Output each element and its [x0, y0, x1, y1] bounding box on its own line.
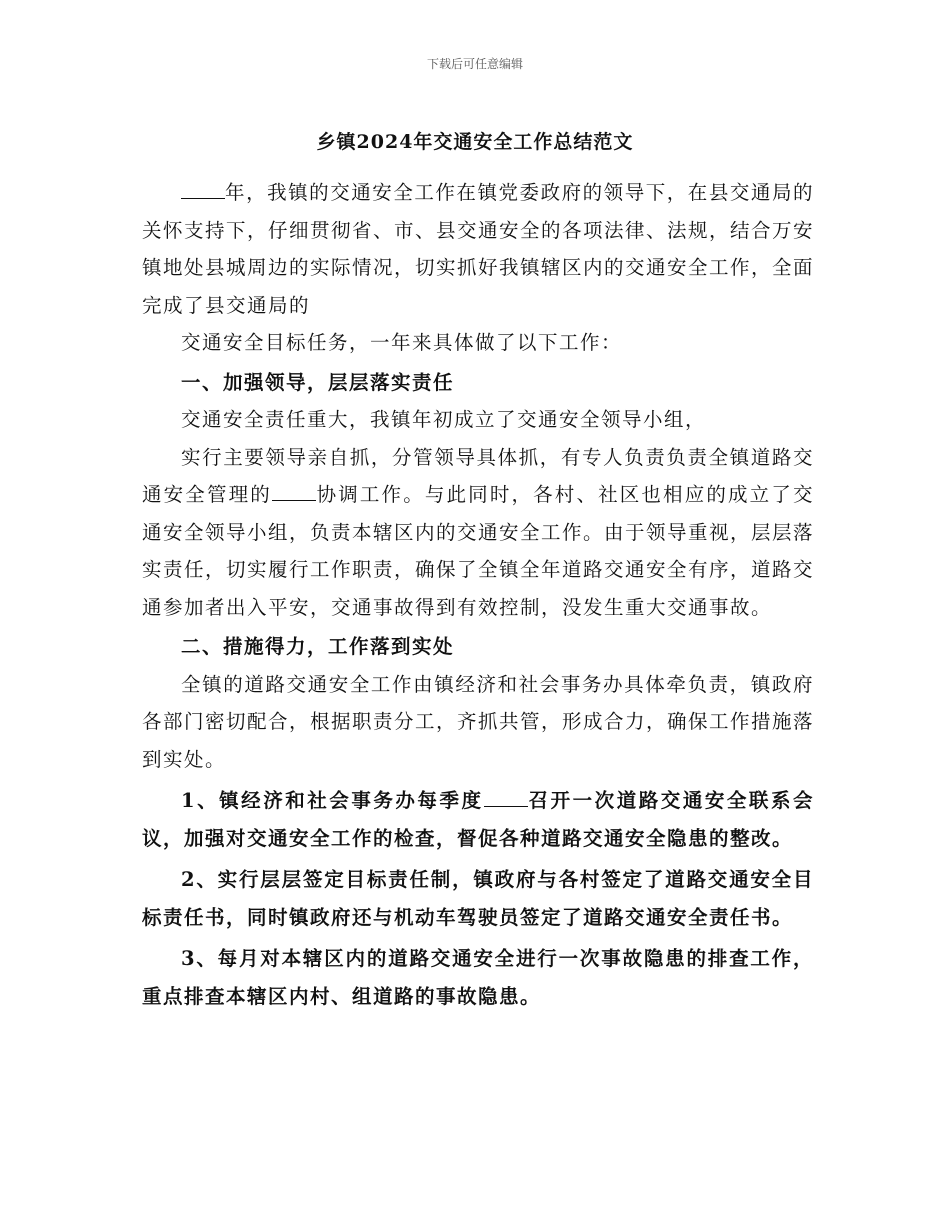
paragraph-leadership: 交通安全责任重大，我镇年初成立了交通安全领导小组，	[181, 408, 707, 431]
paragraph-intro	[142, 174, 814, 324]
paragraph-measures: 全镇的道路交通安全工作由镇经济和社会事务办具体牵负责，镇政府各部门密切配合，根据职责分工，齐抓共管，形成合力，确保工作措施落到实处。	[142, 672, 815, 771]
list-item-3: 3、每月对本辖区内的道路交通安全进行一次事故隐患的排查工作，重点排查本辖区内村、组道路的事故隐患。	[142, 947, 814, 1008]
paragraph-responsibility	[142, 439, 814, 627]
fill-blank	[484, 788, 528, 807]
document-body	[142, 174, 814, 1015]
fill-blank	[272, 482, 316, 501]
paragraph-responsibility-text-a: 实行主要领导亲自抓，分管领导具体抓，有专人负责负责全镇道路交通安全管理的	[142, 445, 814, 506]
list-item-1-text-a: 1、镇经济和社会事务办每季度	[181, 789, 484, 812]
list-item-2: 2、实行层层签定目标责任制，镇政府与各村签定了道路交通安全目标责任书，同时镇政府还与机动车驾驶员签定了道路交通安全责任书。	[142, 868, 814, 929]
section-heading-2: 二、措施得力，工作落到实处	[181, 635, 455, 658]
paragraph-responsibility-text-b: 协调工作。与此同时，各村、社区也相应的成立了交通安全领导小组，负责本辖区内的交通安全工作。由于领导重视，层层落实责任，切实履行工作职责，确保了全镇全年道路交通安全有序，道路交通参加者出入平安，交通事故得到有效控制，没发生重大交通事故。	[142, 483, 815, 619]
document-title: 乡镇2024年交通安全工作总结范文	[316, 131, 634, 153]
section-heading-1: 一、加强领导，层层落实责任	[181, 370, 455, 394]
list-item-1	[142, 782, 814, 857]
fill-blank	[181, 180, 225, 199]
paragraph-tasks: 交通安全目标任务，一年来具体做了以下工作：	[181, 331, 623, 354]
list-item-1-text-b: 召开一次道路交通安全联系会议，加强对交通安全工作的检查，督促各种道路交通安全隐患的整改。	[142, 789, 814, 850]
paragraph-intro-text: 年，我镇的交通安全工作在镇党委政府的领导下，在县交通局的关怀支持下，仔细贯彻省、市、县交通安全的各项法律、法规，结合万安镇地处县城周边的实际情况，切实抓好我镇辖区内的交通安全工作，全面完成了县交通局的	[142, 181, 815, 317]
header-note: 下载后可任意编辑	[426, 57, 523, 71]
